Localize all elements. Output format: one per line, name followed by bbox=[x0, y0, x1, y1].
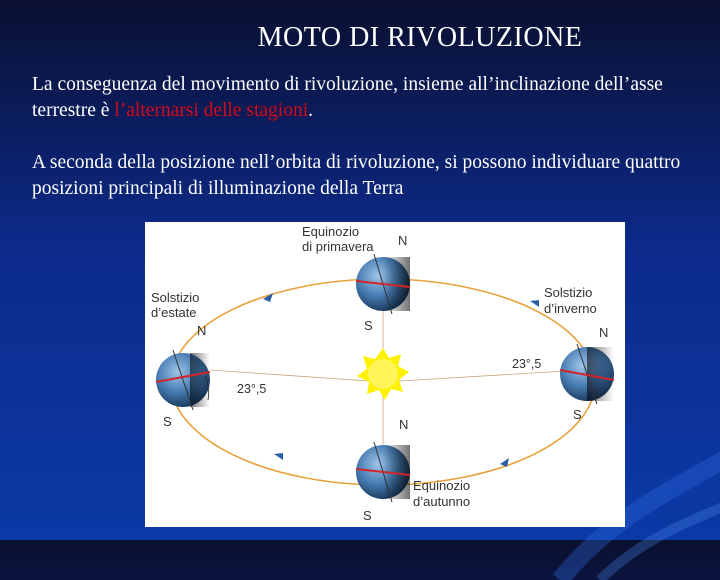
label-summer-north: N bbox=[197, 323, 207, 338]
orbit-svg bbox=[145, 222, 625, 527]
label-autumn-line2: d’autunno bbox=[413, 494, 471, 509]
sun-icon bbox=[357, 348, 409, 400]
label-spring-line1: Equinozio bbox=[302, 224, 360, 239]
label-autumn-south: S bbox=[363, 508, 372, 523]
label-spring-line2: di primavera bbox=[302, 239, 374, 254]
label-summer-south: S bbox=[163, 414, 172, 429]
paragraph-1-text: La conseguenza del movimento di rivoluzione, insieme all’inclinazione dell’asse terrestre è bbox=[32, 74, 663, 122]
orbit-arrow-icon bbox=[263, 293, 273, 302]
label-spring-south: S bbox=[364, 318, 373, 333]
earth-winter-solstice-icon bbox=[560, 344, 614, 404]
label-winter-south: S bbox=[573, 407, 582, 422]
paragraph-1-end: . bbox=[308, 100, 314, 122]
label-summer-line1: Solstizio bbox=[151, 290, 200, 305]
label-autumn-north: N bbox=[399, 417, 409, 432]
orbit-arrow-icon bbox=[530, 300, 539, 307]
label-winter-north: N bbox=[599, 325, 609, 340]
label-summer-angle: 23°,5 bbox=[237, 382, 267, 396]
slide-title: MOTO DI RIVOLUZIONE bbox=[257, 22, 583, 53]
earth-summer-solstice-icon bbox=[156, 350, 210, 410]
paragraph-2: A seconda della posizione nell’orbita di rivoluzione, si possono individuare quattro posizioni principali di illuminazione della Terra bbox=[32, 152, 681, 200]
highlight-seasons: l’alternarsi delle stagioni bbox=[114, 100, 309, 122]
orbit-diagram bbox=[145, 222, 625, 527]
label-autumn-line1: Equinozio bbox=[413, 478, 471, 493]
earth-spring-equinox-icon bbox=[356, 254, 410, 314]
paragraph-1 bbox=[32, 72, 692, 125]
label-winter-angle: 23°,5 bbox=[512, 357, 542, 371]
earth-autumn-equinox-icon bbox=[356, 442, 410, 502]
label-spring-north: N bbox=[398, 233, 408, 248]
label-summer-line2: d’estate bbox=[151, 305, 197, 320]
orbit-arrow-icon bbox=[274, 453, 283, 460]
label-winter-line2: d’inverno bbox=[544, 301, 597, 316]
label-winter-line1: Solstizio bbox=[544, 285, 593, 300]
